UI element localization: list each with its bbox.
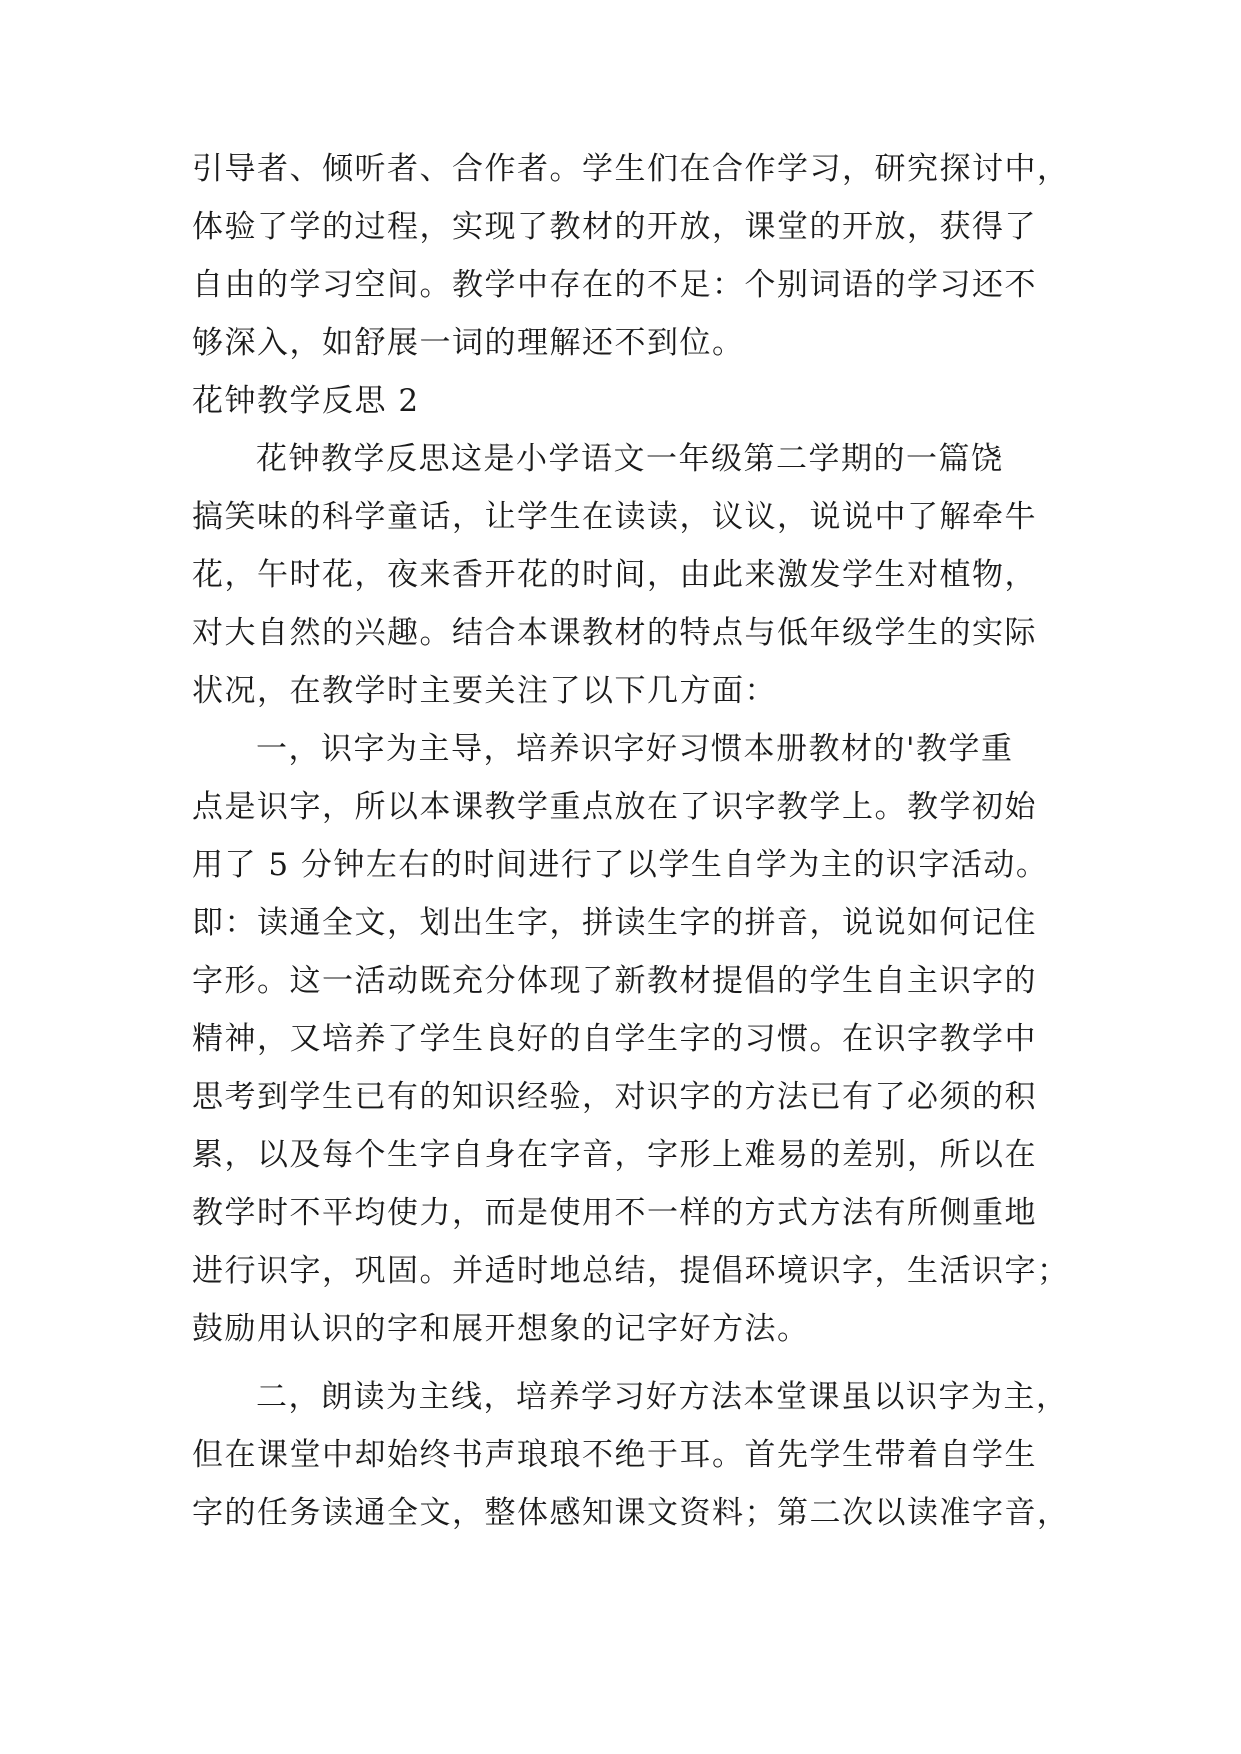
text-line: 但在课堂中却始终书声琅琅不绝于耳。首先学生带着自学生 <box>192 1437 1037 1473</box>
text-line: 用了 5 分钟左右的时间进行了以学生自学为主的识字活动。 <box>192 847 1049 883</box>
text-line: 引导者、倾听者、合作者。学生们在合作学习，研究探讨中， <box>192 151 1070 187</box>
section-title: 花钟教学反思 2 <box>192 383 420 419</box>
text-line: 状况，在教学时主要关注了以下几方面： <box>192 673 777 709</box>
text-line: 思考到学生已有的知识经验，对识字的方法已有了必须的积 <box>192 1079 1037 1115</box>
text-line: 搞笑味的科学童话，让学生在读读，议议，说说中了解牵牛 <box>192 499 1037 535</box>
text-line: 即：读通全文，划出生字，拼读生字的拼音，说说如何记住 <box>192 905 1037 941</box>
text-line: 二，朗读为主线，培养学习好方法本堂课虽以识字为主， <box>256 1379 1069 1415</box>
text-line: 鼓励用认识的字和展开想象的记字好方法。 <box>192 1311 810 1347</box>
text-line: 花钟教学反思这是小学语文一年级第二学期的一篇饶 <box>256 441 1004 477</box>
text-line: 够深入，如舒展一词的理解还不到位。 <box>192 325 745 361</box>
section-heading-block <box>192 372 1072 430</box>
paragraph-continued <box>192 140 1072 372</box>
paragraph-point-two <box>192 1368 1072 1542</box>
paragraph-point-one <box>192 720 1072 1358</box>
text-line: 字形。这一活动既充分体现了新教材提倡的学生自主识字的 <box>192 963 1037 999</box>
text-line: 进行识字，巩固。并适时地总结，提倡环境识字，生活识字； <box>192 1253 1070 1289</box>
text-line: 累，以及每个生字自身在字音，字形上难易的差别，所以在 <box>192 1137 1037 1173</box>
text-line: 自由的学习空间。教学中存在的不足：个别词语的学习还不 <box>192 267 1037 303</box>
text-line: 点是识字，所以本课教学重点放在了识字教学上。教学初始 <box>192 789 1037 825</box>
text-line: 一，识字为主导，培养识字好习惯本册教材的'教学重 <box>256 731 1014 767</box>
paragraph-intro <box>192 430 1072 720</box>
text-line: 精神，又培养了学生良好的自学生字的习惯。在识字教学中 <box>192 1021 1037 1057</box>
text-line: 教学时不平均使力，而是使用不一样的方式方法有所侧重地 <box>192 1195 1037 1231</box>
text-line: 字的任务读通全文，整体感知课文资料；第二次以读准字音， <box>192 1495 1070 1531</box>
text-line: 对大自然的兴趣。结合本课教材的特点与低年级学生的实际 <box>192 615 1037 651</box>
text-line: 体验了学的过程，实现了教材的开放，课堂的开放，获得了 <box>192 209 1037 245</box>
text-line: 花，午时花，夜来香开花的时间，由此来激发学生对植物， <box>192 557 1037 593</box>
